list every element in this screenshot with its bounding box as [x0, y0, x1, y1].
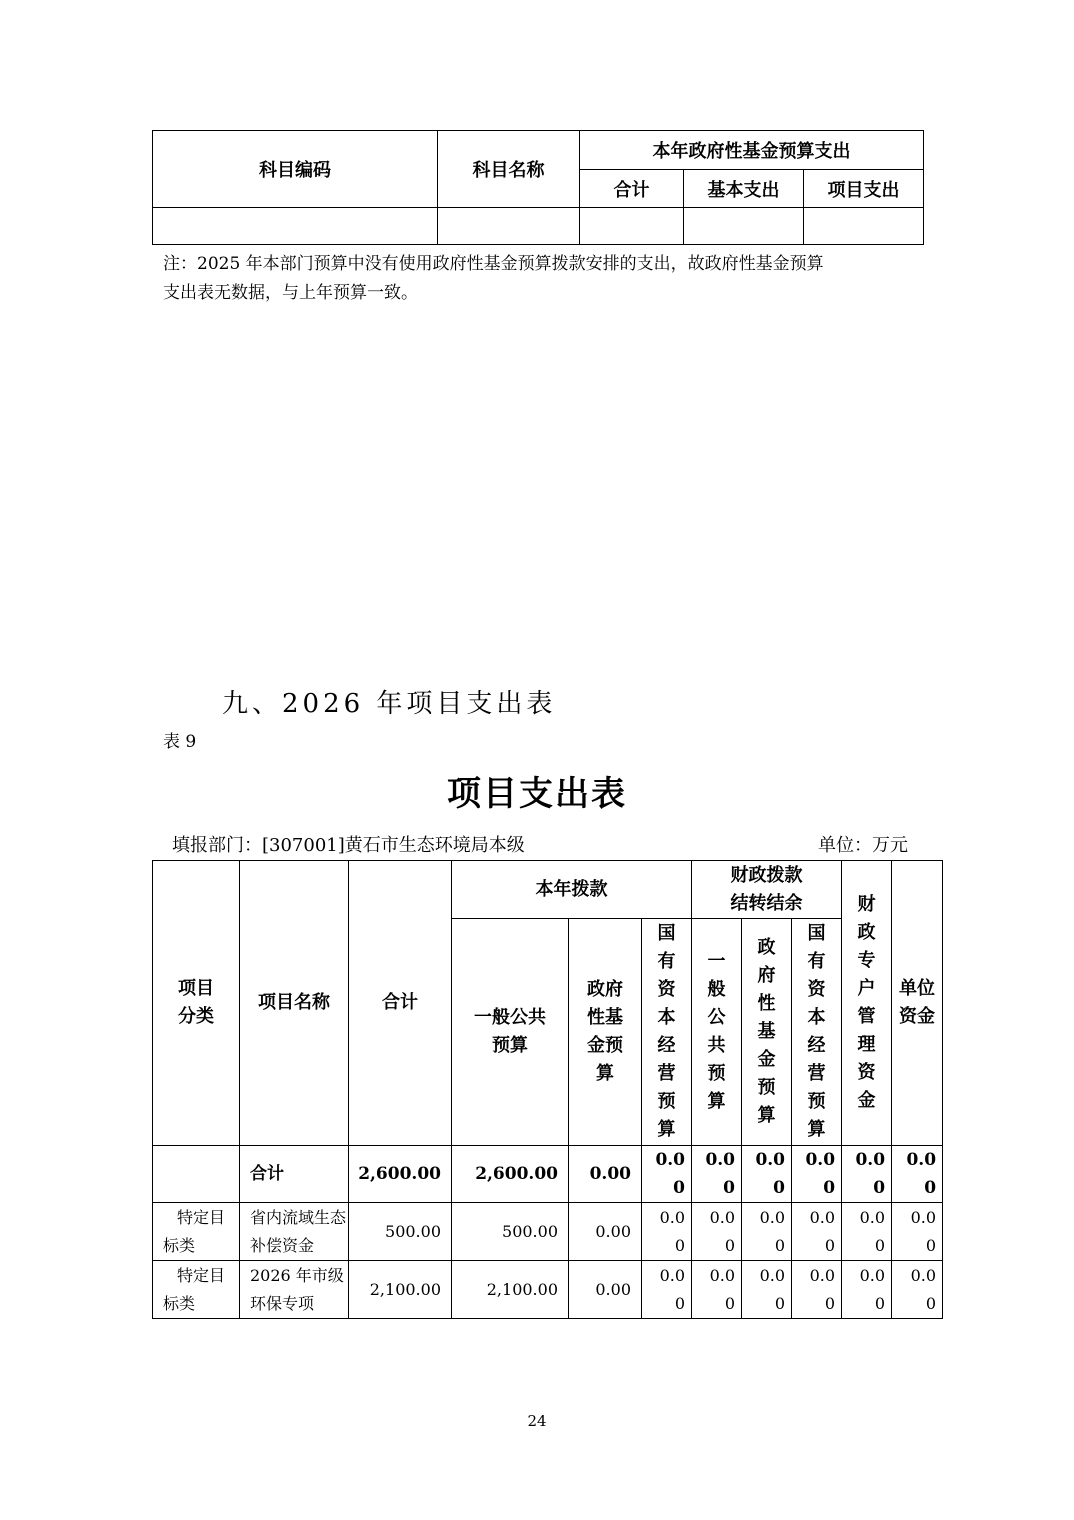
header-carryover-general-public: 一般公共预算 — [692, 919, 742, 1146]
row-carryover-state-capital: 0.00 — [792, 1203, 842, 1261]
total-gov-fund: 0.00 — [569, 1146, 642, 1203]
page-number: 24 — [527, 1412, 547, 1430]
header-unit-fund: 单位资金 — [892, 861, 943, 1146]
row-general-public: 2,100.00 — [452, 1261, 569, 1319]
header-gov-fund-expenditure: 本年政府性基金预算支出 — [580, 131, 924, 170]
header-carryover-gov-fund: 政府性基金预算 — [742, 919, 792, 1146]
empty-row — [153, 208, 924, 245]
row-carryover-state-capital: 0.00 — [792, 1261, 842, 1319]
row-unit-fund: 0.00 — [892, 1261, 943, 1319]
gov-fund-table — [152, 130, 924, 245]
row-project-name: 省内流域生态补偿资金 — [240, 1203, 349, 1261]
note-line-1: 注：2025 年本部门预算中没有使用政府性基金预算拨款安排的支出，故政府性基金预算 — [163, 254, 824, 274]
row-state-capital: 0.00 — [642, 1261, 692, 1319]
row-gov-fund: 0.00 — [569, 1261, 642, 1319]
row-special-fund: 0.00 — [842, 1261, 892, 1319]
total-state-capital: 0.00 — [642, 1146, 692, 1203]
row-state-capital: 0.00 — [642, 1203, 692, 1261]
row-total: 500.00 — [349, 1203, 452, 1261]
total-amount: 2,600.00 — [349, 1146, 452, 1203]
row-total: 2,100.00 — [349, 1261, 452, 1319]
row-carryover-gov-fund: 0.00 — [742, 1203, 792, 1261]
empty-cell — [580, 208, 684, 245]
header-gov-fund-budget: 政府性基金预算 — [569, 919, 642, 1146]
table-row — [153, 1203, 943, 1261]
row-unit-fund: 0.00 — [892, 1203, 943, 1261]
header-current-appropriation: 本年拨款 — [452, 861, 692, 919]
empty-cell — [153, 208, 438, 245]
table-label: 表 9 — [163, 732, 197, 752]
total-carryover-general: 0.00 — [692, 1146, 742, 1203]
empty-cell — [804, 208, 924, 245]
table-title: 项目支出表 — [447, 774, 627, 814]
total-row — [153, 1146, 943, 1203]
note — [163, 250, 923, 308]
total-general-public: 2,600.00 — [452, 1146, 569, 1203]
header-state-capital-budget: 国有资本经营预算 — [642, 919, 692, 1146]
header-project-expenditure: 项目支出 — [804, 170, 924, 208]
header-total: 合计 — [349, 861, 452, 1146]
header-total: 合计 — [580, 170, 684, 208]
section-heading: 九、2026 年项目支出表 — [222, 689, 557, 719]
header-general-public-budget: 一般公共预算 — [452, 919, 569, 1146]
total-category-cell — [153, 1146, 240, 1203]
row-category: 特定目 标类 — [153, 1203, 240, 1261]
row-special-fund: 0.00 — [842, 1203, 892, 1261]
row-project-name: 2026 年市级环保专项 — [240, 1261, 349, 1319]
empty-cell — [438, 208, 580, 245]
header-basic-expenditure: 基本支出 — [684, 170, 804, 208]
total-special-fund: 0.00 — [842, 1146, 892, 1203]
reporting-department: 填报部门：[307001]黄石市生态环境局本级 — [172, 835, 525, 856]
header-project-name: 项目名称 — [240, 861, 349, 1146]
header-subject-code: 科目编码 — [153, 131, 438, 208]
note-line-2: 支出表无数据，与上年预算一致。 — [163, 283, 418, 303]
header-project-category: 项目分类 — [153, 861, 240, 1146]
total-label: 合计 — [240, 1146, 349, 1203]
total-unit-fund: 0.00 — [892, 1146, 943, 1203]
total-carryover-gov-fund: 0.00 — [742, 1146, 792, 1203]
header-carryover-balance: 财政拨款结转结余 — [692, 861, 842, 919]
header-carryover-state-capital: 国有资本经营预算 — [792, 919, 842, 1146]
project-expenditure-table — [152, 860, 943, 1319]
table-row — [153, 1261, 943, 1319]
row-general-public: 500.00 — [452, 1203, 569, 1261]
header-special-account-fund: 财政专户管理资金 — [842, 861, 892, 1146]
row-carryover-general: 0.00 — [692, 1203, 742, 1261]
row-gov-fund: 0.00 — [569, 1203, 642, 1261]
unit-label: 单位：万元 — [818, 835, 908, 856]
header-subject-name: 科目名称 — [438, 131, 580, 208]
total-carryover-state-capital: 0.00 — [792, 1146, 842, 1203]
empty-cell — [684, 208, 804, 245]
row-category: 特定目 标类 — [153, 1261, 240, 1319]
row-carryover-gov-fund: 0.00 — [742, 1261, 792, 1319]
row-carryover-general: 0.00 — [692, 1261, 742, 1319]
